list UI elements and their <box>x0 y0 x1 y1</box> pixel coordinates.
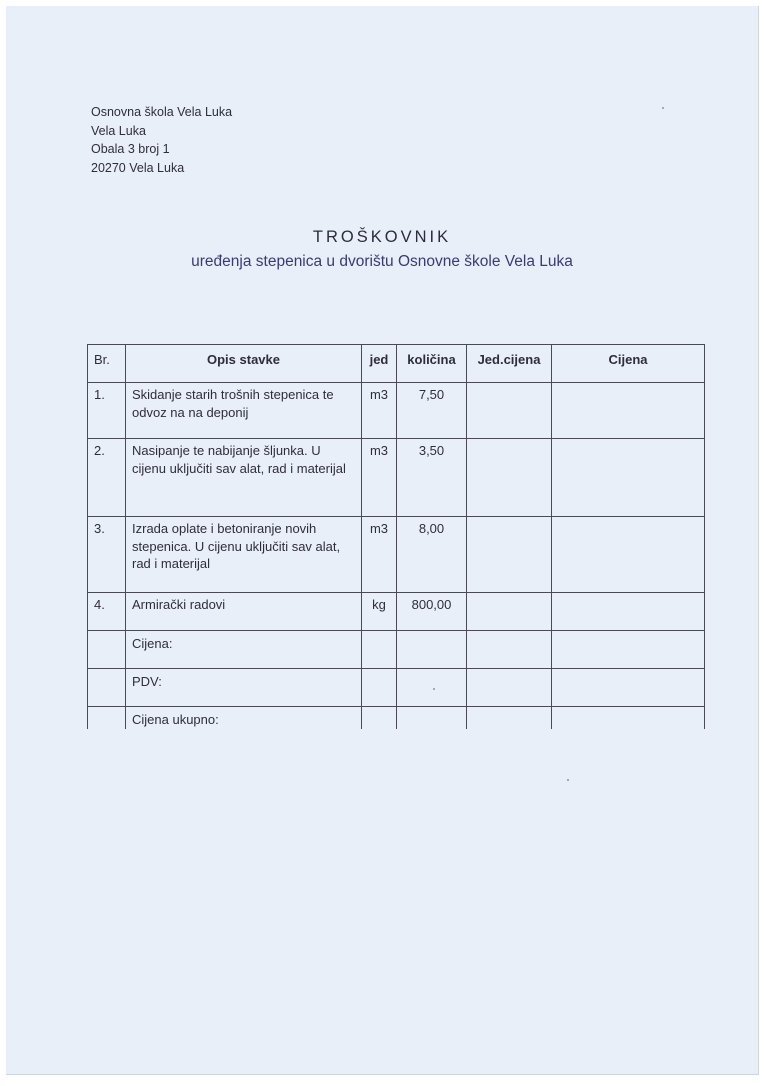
row-price <box>552 383 705 439</box>
header-no: Br. <box>88 345 126 383</box>
subtotal-price-cell <box>552 631 705 669</box>
total-no-cell <box>88 707 126 729</box>
vat-unit-cell <box>362 669 397 707</box>
table-row <box>88 517 705 593</box>
row-unit-price <box>467 383 552 439</box>
row-quantity: 7,50 <box>397 383 467 439</box>
row-no: 1. <box>88 383 126 439</box>
document-subtitle: uređenja stepenica u dvorištu Osnovne škole Vela Luka <box>191 253 573 270</box>
address-postal: 20270 Vela Luka <box>91 160 185 175</box>
total-price-cell <box>552 707 705 729</box>
vat-row <box>88 669 705 707</box>
table-row <box>88 593 705 631</box>
header-unit-price: Jed.cijena <box>467 345 552 383</box>
scan-speck <box>567 779 569 781</box>
document-title: TROŠKOVNIK <box>312 228 452 246</box>
total-qty-cell <box>397 707 467 729</box>
row-price <box>552 517 705 593</box>
row-unit: kg <box>362 593 397 631</box>
scan-speck <box>433 688 435 690</box>
row-price <box>552 593 705 631</box>
row-unit-price <box>467 439 552 517</box>
table-header-row <box>88 345 705 383</box>
row-no: 3. <box>88 517 126 593</box>
row-quantity: 800,00 <box>397 593 467 631</box>
row-unit: m3 <box>362 517 397 593</box>
row-description: Armirački radovi <box>126 593 362 631</box>
row-unit: m3 <box>362 439 397 517</box>
address-town: Vela Luka <box>91 123 146 138</box>
subtotal-unit-cell <box>362 631 397 669</box>
row-description: Nasipanje te nabijanje šljunka. U cijenu uključiti sav alat, rad i materijal <box>126 439 362 517</box>
vat-qty-cell <box>397 669 467 707</box>
row-no: 2. <box>88 439 126 517</box>
header-price: Cijena <box>552 345 705 383</box>
table-row <box>88 383 705 439</box>
header-description: Opis stavke <box>126 345 362 383</box>
header-unit: jed <box>362 345 397 383</box>
scan-speck <box>662 107 664 109</box>
total-unit-cell <box>362 707 397 729</box>
subtotal-no-cell <box>88 631 126 669</box>
row-quantity: 3,50 <box>397 439 467 517</box>
subtotal-qty-cell <box>397 631 467 669</box>
row-description: Izrada oplate i betoniranje novih stepenica. U cijenu uključiti sav alat, rad i materijal <box>126 517 362 593</box>
address-school-name: Osnovna škola Vela Luka <box>91 105 233 119</box>
subtotal-label: Cijena: <box>126 631 362 669</box>
row-unit: m3 <box>362 383 397 439</box>
table-row <box>88 439 705 517</box>
cost-estimate-table <box>87 344 705 729</box>
subtotal-row <box>88 631 705 669</box>
vat-no-cell <box>88 669 126 707</box>
row-price <box>552 439 705 517</box>
sender-address <box>91 103 232 177</box>
row-quantity: 8,00 <box>397 517 467 593</box>
total-label: Cijena ukupno: <box>126 707 362 729</box>
vat-unit-price-cell <box>467 669 552 707</box>
subtotal-unit-price-cell <box>467 631 552 669</box>
header-quantity: količina <box>397 345 467 383</box>
total-row <box>88 707 705 729</box>
row-description: Skidanje starih trošnih stepenica te odvoz na na deponij <box>126 383 362 439</box>
vat-price-cell <box>552 669 705 707</box>
vat-label: PDV: <box>126 669 362 707</box>
document-page <box>6 6 759 1075</box>
row-no: 4. <box>88 593 126 631</box>
address-street: Obala 3 broj 1 <box>91 142 170 156</box>
row-unit-price <box>467 593 552 631</box>
row-unit-price <box>467 517 552 593</box>
total-unit-price-cell <box>467 707 552 729</box>
